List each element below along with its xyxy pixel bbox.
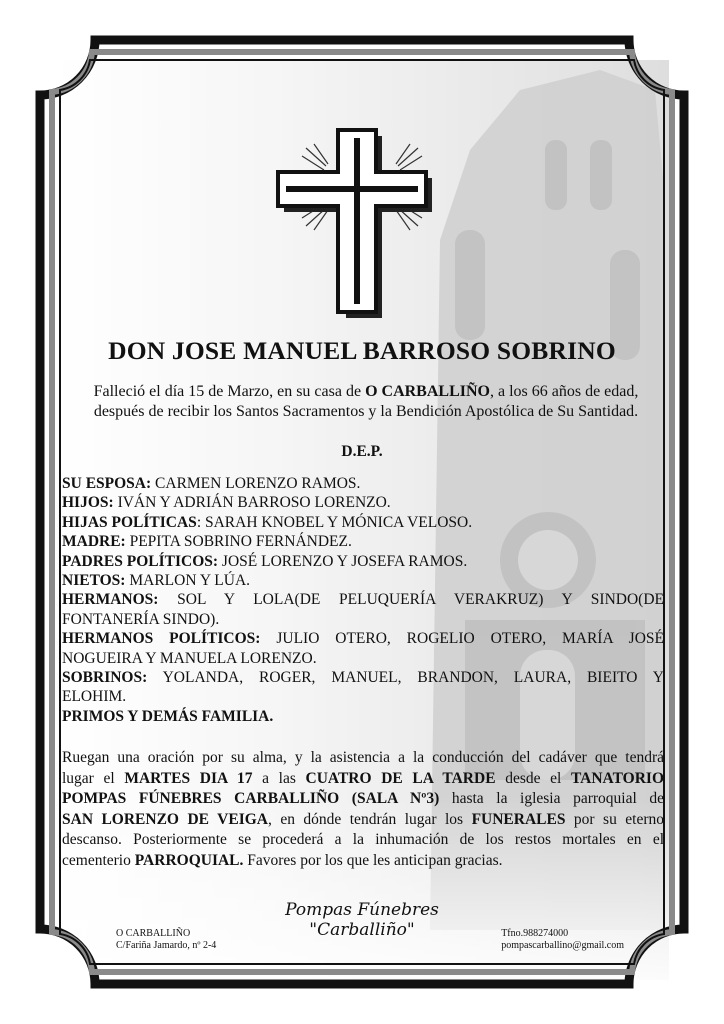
family-row-cont: NOGUEIRA Y MANUELA LORENZO.	[62, 649, 317, 667]
closing-line: Ruegan una oración por su alma, y la asistencia a la conducción del cadáver que tendrá	[62, 749, 664, 766]
text: cementerio	[62, 851, 135, 869]
cross-icon	[272, 126, 452, 322]
footer-address	[116, 928, 216, 952]
intro-text-c: , a los 66 años de edad,	[489, 383, 639, 400]
text: a las	[252, 769, 306, 787]
family-label: HIJAS POLÍTICAS	[62, 513, 197, 531]
dep-heading: D.E.P.	[341, 443, 383, 460]
family-row	[62, 668, 664, 687]
intro-text-a: Falleció el día 15 de Marzo, en su casa de	[93, 383, 366, 400]
family-value: MARLON Y LÚA.	[125, 572, 251, 590]
family-row-cont: FONTANERÍA SINDO).	[62, 610, 220, 628]
funeral-home-logo	[262, 900, 462, 940]
logo-line1: Pompas Fúnebres	[285, 900, 439, 920]
family-value: PEPITA SOBRINO FERNÁNDEZ.	[125, 533, 352, 551]
death-announcement	[66, 382, 666, 422]
intro-place: O CARBALLIÑO	[365, 383, 490, 400]
family-value: SOL Y LOLA(DE PELUQUERÍA VERAKRUZ) Y SINDO(DE	[158, 591, 664, 609]
closing-line	[62, 769, 664, 790]
family-row	[62, 707, 664, 726]
footer-phone: Tfno.988274000	[501, 928, 569, 939]
family-row	[62, 474, 664, 493]
family-label: PRIMOS Y DEMÁS FAMILIA.	[62, 707, 274, 725]
family-label: PADRES POLÍTICOS:	[62, 552, 219, 570]
footer-city: O CARBALLIÑO	[116, 928, 191, 939]
family-row	[62, 552, 664, 571]
funeral-date: MARTES DIA 17	[124, 769, 253, 787]
text: lugar el	[62, 769, 125, 787]
text: desde el	[495, 769, 571, 787]
family-label: MADRE:	[62, 533, 126, 551]
logo-line2: "Carballiño"	[309, 920, 415, 940]
footer-email: pompascarballino@gmail.com	[501, 940, 624, 951]
family-label: SOBRINOS:	[62, 669, 148, 687]
funeral-time: CUATRO DE LA TARDE	[305, 769, 496, 787]
family-value: : SARAH KNOBEL Y MÓNICA VELOSO.	[196, 513, 473, 531]
family-value: JULIO OTERO, ROGELIO OTERO, MARÍA JOSÉ	[260, 630, 664, 648]
place-label: TANATORIO	[570, 769, 664, 787]
family-label: HIJOS:	[62, 494, 114, 512]
family-label: NIETOS:	[62, 572, 126, 590]
family-row	[62, 590, 664, 609]
footer-contact	[501, 928, 624, 952]
closing-line: descanso. Posteriormente se procederá a la inhumación de los restos mortales en el	[62, 831, 664, 848]
footer-street: C/Fariña Jamardo, nº 2-4	[116, 940, 217, 951]
deceased-name-title: DON JOSE MANUEL BARROSO SOBRINO	[108, 336, 616, 365]
closing-line	[62, 810, 664, 831]
family-row	[62, 493, 664, 512]
text: por su eterno	[565, 810, 665, 828]
family-value: YOLANDA, ROGER, MANUEL, BRANDON, LAURA, BIEITO Y	[147, 669, 664, 687]
family-value: CARMEN LORENZO RAMOS.	[151, 475, 361, 492]
funeral-home: POMPAS FÚNEBRES CARBALLIÑO (SALA Nº3)	[62, 790, 440, 807]
closing-line	[62, 789, 664, 810]
family-list	[62, 474, 664, 726]
family-value: IVÁN Y ADRIÁN BARROSO LORENZO.	[113, 494, 391, 512]
intro-line2: después de recibir los Santos Sacramentos y la Bendición Apostólica de Su Santidad.	[93, 403, 639, 420]
text: hasta la iglesia parroquial de	[439, 790, 664, 807]
family-row	[62, 571, 664, 590]
family-row	[62, 513, 664, 532]
family-row-cont: ELOHIM.	[62, 688, 127, 706]
text: , en dónde tendrán lugar los	[267, 810, 472, 828]
church-name: SAN LORENZO DE VEIGA	[62, 810, 268, 828]
family-label: SU ESPOSA:	[62, 475, 152, 492]
family-row	[62, 532, 664, 551]
text: Favores por los que les anticipan gracias.	[243, 851, 503, 869]
family-label: HERMANOS:	[62, 591, 159, 609]
funeral-details	[62, 748, 664, 871]
family-value: JOSÉ LORENZO Y JOSEFA RAMOS.	[218, 552, 468, 570]
funerales-label: FUNERALES	[471, 810, 566, 828]
cemetery-name: PARROQUIAL.	[134, 851, 244, 869]
closing-line	[62, 851, 664, 872]
family-label: HERMANOS POLÍTICOS:	[62, 630, 261, 648]
family-row	[62, 629, 664, 648]
